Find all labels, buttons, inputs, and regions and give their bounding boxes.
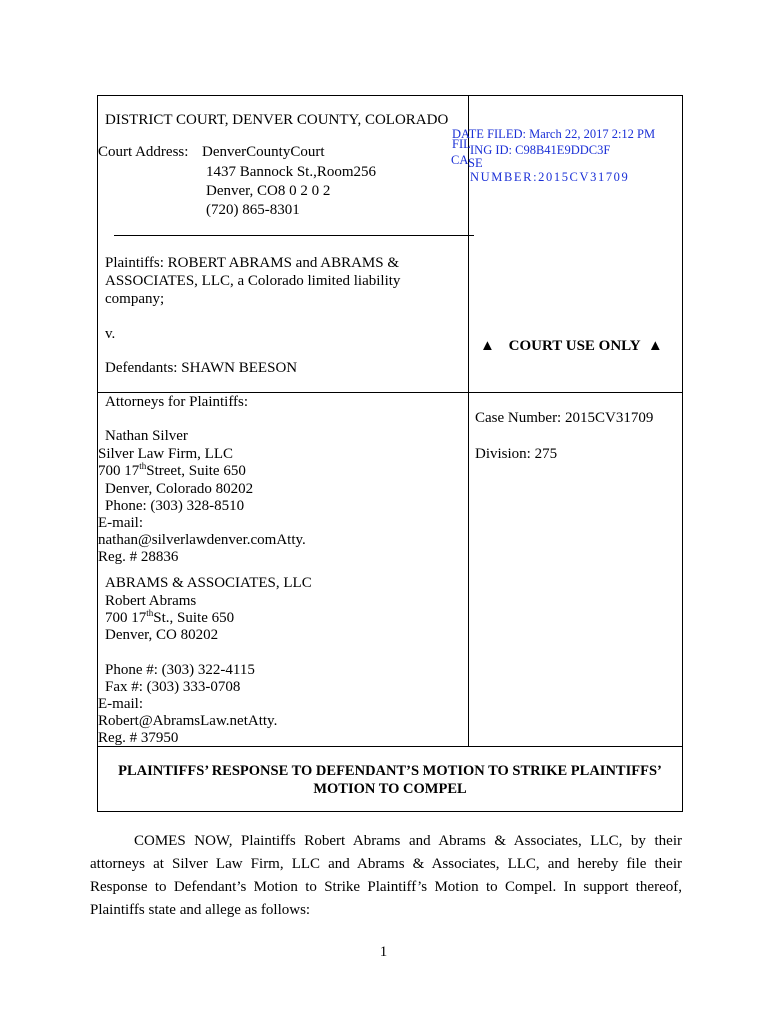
attorney1-email: nathan@silverlawdenver.comAtty. bbox=[98, 532, 306, 548]
stamp-date-filed: DATE FILED: March 22, 2017 2:12 PM bbox=[452, 127, 656, 141]
court-address-name: DenverCountyCourt bbox=[202, 144, 325, 160]
court-name: DISTRICT COURT, DENVER COUNTY, COLORADO bbox=[105, 112, 449, 128]
plaintiffs-line3: company; bbox=[105, 291, 165, 307]
attorney1-name: Nathan Silver bbox=[105, 428, 188, 444]
attorney2-reg: Reg. # 37950 bbox=[98, 730, 179, 746]
attorney1-phone: Phone: (303) 328-8510 bbox=[105, 498, 245, 514]
attorney1-email-label: E-mail: bbox=[98, 515, 143, 531]
attorney2-city: Denver, CO 80202 bbox=[105, 627, 219, 643]
division: Division: 275 bbox=[475, 446, 558, 462]
plaintiffs-line1: Plaintiffs: ROBERT ABRAMS and ABRAMS & bbox=[105, 255, 400, 271]
court-phone: (720) 865-8301 bbox=[206, 202, 300, 218]
stamp-filing-prefix: FIL bbox=[452, 137, 471, 151]
court-address-city: Denver, CO8 0 2 0 2 bbox=[206, 183, 331, 199]
document-title-line1: PLAINTIFFS’ RESPONSE TO DEFENDANT’S MOTION TO STRIKE PLAINTIFFS’ bbox=[118, 763, 662, 779]
stamp-case-se: SE bbox=[468, 156, 483, 170]
caption-divider-horizontal bbox=[97, 392, 683, 393]
triangle-up-icon: ▲ bbox=[480, 338, 495, 354]
attorney1-street: 700 17thStreet, Suite 650 bbox=[98, 461, 246, 479]
court-use-only bbox=[480, 338, 663, 355]
stamp-case-number: NUMBER:2015CV31709 bbox=[470, 170, 630, 184]
body-paragraph: COMES NOW, Plaintiffs Robert Abrams and Abrams & Associates, LLC, by their attorneys at Silver Law Firm, LLC and Abrams & Associates, LLC, and hereby file their Response to Defendant’s Motion to Strike Plaintiff’s Motion to Compel. In support thereof, Plaintiffs state and allege as follows: bbox=[90, 833, 682, 918]
attorney1-firm: Silver Law Firm, LLC bbox=[98, 446, 233, 462]
court-address-label: Court Address: bbox=[98, 144, 189, 160]
page-number: 1 bbox=[379, 944, 388, 960]
versus: v. bbox=[105, 326, 116, 342]
court-address-street: 1437 Bannock St.,Room256 bbox=[206, 164, 377, 180]
caption-divider-vertical bbox=[468, 95, 469, 746]
attorney2-email: Robert@AbramsLaw.netAtty. bbox=[98, 713, 278, 729]
stamp-case-prefix: CA bbox=[451, 153, 469, 167]
attorney2-phone: Phone #: (303) 322-4115 bbox=[105, 662, 255, 678]
court-use-label: COURT USE ONLY bbox=[508, 338, 641, 354]
defendants: Defendants: SHAWN BEESON bbox=[105, 360, 298, 376]
case-number: Case Number: 2015CV31709 bbox=[475, 410, 654, 426]
title-divider bbox=[97, 746, 683, 747]
attorney2-fax: Fax #: (303) 333-0708 bbox=[105, 679, 241, 695]
attorneys-heading: Attorneys for Plaintiffs: bbox=[105, 394, 249, 410]
attorney2-email-label: E-mail: bbox=[98, 696, 143, 712]
attorney1-city: Denver, Colorado 80202 bbox=[105, 481, 254, 497]
attorney2-name: Robert Abrams bbox=[105, 593, 197, 609]
triangle-up-icon: ▲ bbox=[647, 338, 663, 354]
court-section-rule bbox=[114, 235, 474, 236]
attorney1-reg: Reg. # 28836 bbox=[98, 549, 179, 565]
stamp-filing-id: ING ID: C98B41E9DDC3F bbox=[470, 143, 611, 157]
document-title-line2: MOTION TO COMPEL bbox=[313, 781, 467, 797]
attorney2-firm: ABRAMS & ASSOCIATES, LLC bbox=[105, 575, 312, 591]
plaintiffs-line2: ASSOCIATES, LLC, a Colorado limited liability bbox=[105, 273, 401, 289]
document-title bbox=[97, 762, 683, 798]
attorney2-street: 700 17thSt., Suite 650 bbox=[105, 608, 235, 626]
